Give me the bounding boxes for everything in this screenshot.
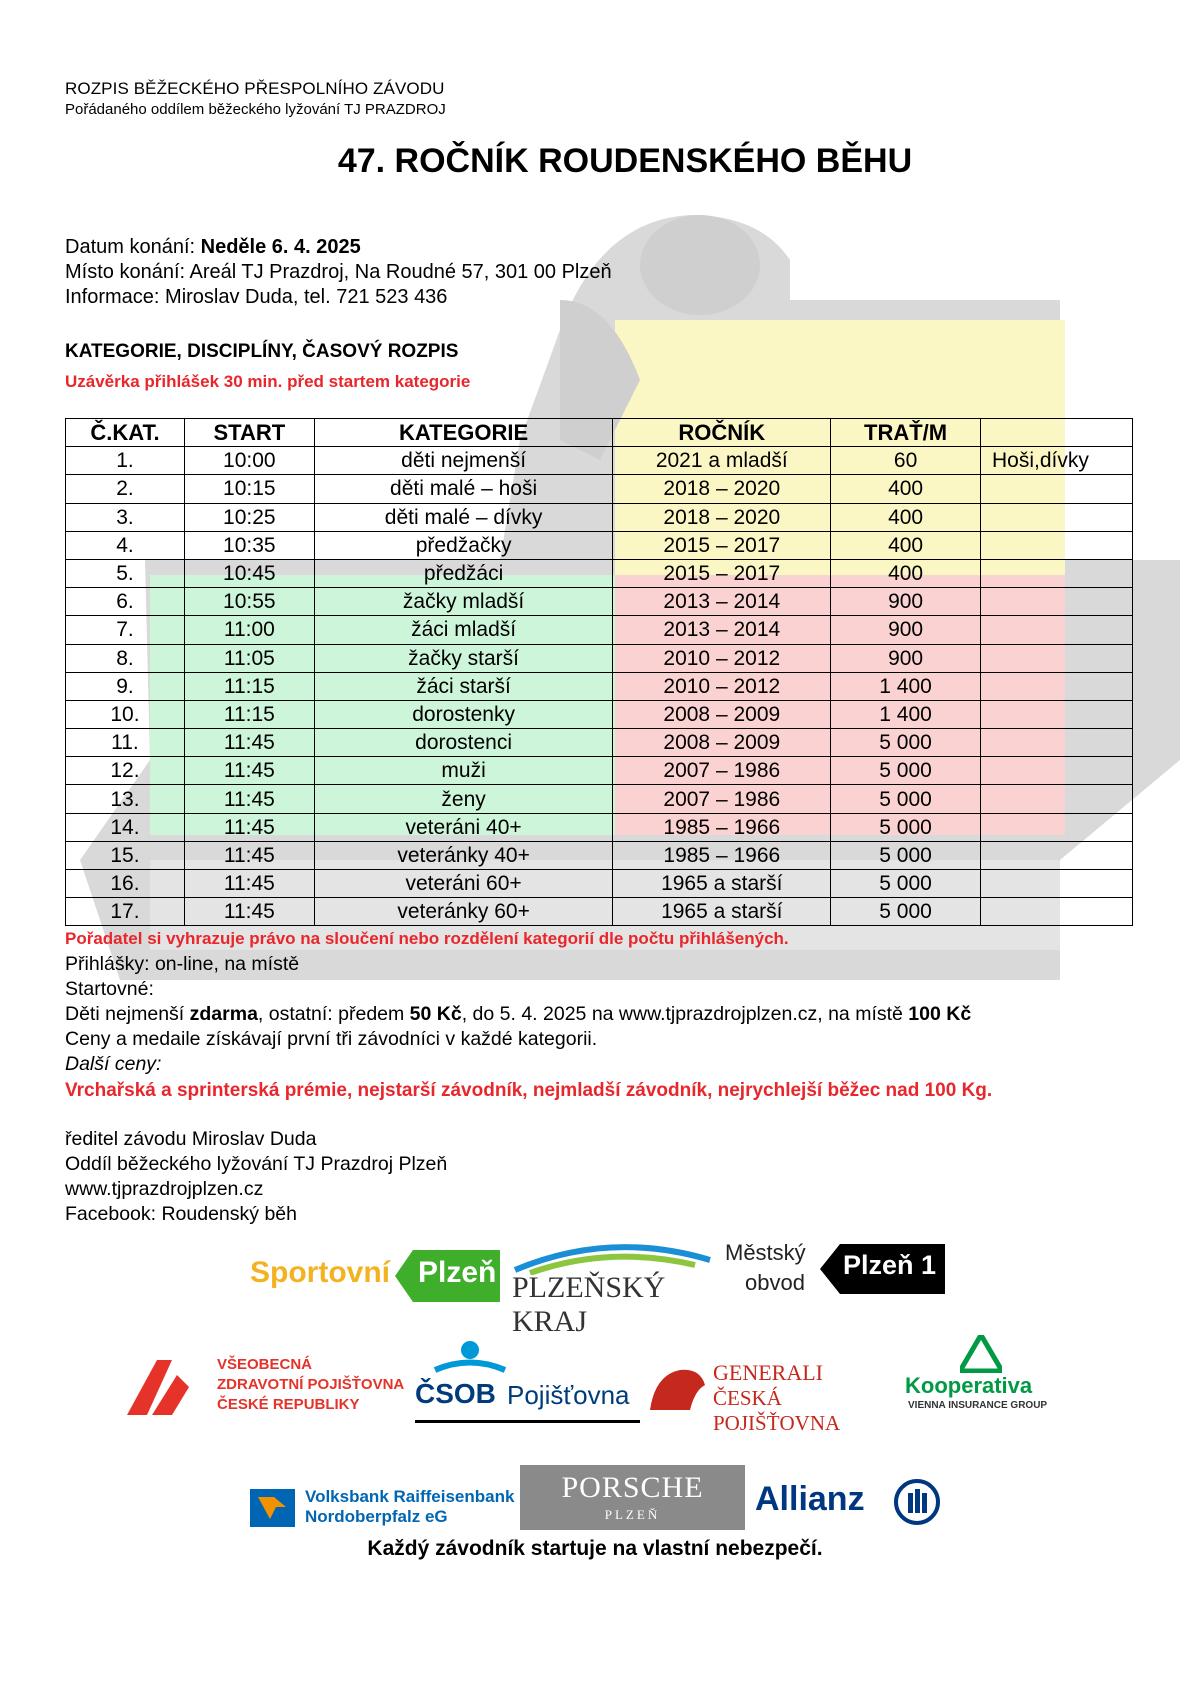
generali-line1: GENERALI [713,1360,823,1385]
cell-category: žačky starší [314,644,613,672]
cell-number: 2. [66,475,185,503]
document-header-line2: Pořádaného oddílem běžeckého lyžování TJ PRAZDROJ [65,101,446,118]
cell-category: dorostenky [314,700,613,728]
date-value: Neděle 6. 4. 2025 [200,236,361,258]
vzp-line3: ČESKÉ REPUBLIKY [217,1396,360,1413]
cell-distance: 1 400 [831,672,981,700]
vzp-line2: ZDRAVOTNÍ POJIŠŤOVNA [217,1376,405,1393]
fee-part3: , do 5. 4. 2025 na www.tjprazdrojplzen.cz, na místě [461,1003,909,1025]
cell-distance: 5 000 [831,898,981,926]
table-row [66,870,1133,898]
organizer-warning: Pořadatel si vyhrazuje právo na sloučení nebo rozdělení kategorií dle počtu přihlášených. [65,929,789,948]
cell-number: 4. [66,531,185,559]
col-header-category: KATEGORIE [314,419,613,447]
cell-category: muži [314,757,613,785]
schedule-table [65,418,1133,926]
cell-number: 17. [66,898,185,926]
cell-start: 11:45 [184,757,314,785]
cell-distance: 400 [831,559,981,587]
cell-note [981,785,1133,813]
page-title: 47. ROČNÍK ROUDENSKÉHO BĚHU [337,142,913,180]
table-row [66,475,1133,503]
col-header-start: START [184,419,314,447]
other-prizes-label: Další ceny: [65,1053,162,1075]
cell-year: 1985 – 1966 [613,841,831,869]
cell-distance: 400 [831,503,981,531]
cell-distance: 5 000 [831,813,981,841]
cell-category: ženy [314,785,613,813]
cell-number: 15. [66,841,185,869]
cell-distance: 5 000 [831,785,981,813]
disclaimer-footer: Každý závodník startuje na vlastní nebezpečí. [367,1537,823,1560]
web-line: www.tjprazdrojplzen.cz [65,1178,264,1200]
volksbank-logo [250,1485,520,1530]
cell-distance: 900 [831,616,981,644]
fee-onsite: 100 Kč [908,1003,972,1025]
cell-category: předžačky [314,531,613,559]
cell-year: 2007 – 1986 [613,785,831,813]
volksbank-emblem-icon [250,1489,295,1527]
cell-note [981,841,1133,869]
other-prizes: Vrchařská a sprinterská prémie, nejstarší závodník, nejmladší závodník, nejrychlejší běžec nad 100 Kg. [65,1080,993,1101]
cell-start: 10:15 [184,475,314,503]
place-line: Místo konání: Areál TJ Prazdroj, Na Roudné 57, 301 00 Plzeň [65,261,612,283]
cell-number: 5. [66,559,185,587]
fee-free: zdarma [189,1003,258,1025]
cell-number: 16. [66,870,185,898]
allianz-text: Allianz [755,1480,865,1518]
section-title: KATEGORIE, DISCIPLÍNY, ČASOVÝ ROZPIS [65,341,459,362]
vzp-emblem-icon [127,1355,197,1415]
cell-category: veteránky 60+ [314,898,613,926]
table-row [66,559,1133,587]
cell-number: 8. [66,644,185,672]
col-header-distance: TRAŤ/M [831,419,981,447]
table-row [66,503,1133,531]
mestsky-obvod-logo [725,1240,945,1305]
csob-pojistovna-logo [415,1340,640,1425]
col-header-year: ROČNÍK [613,419,831,447]
deadline-note: Uzávěrka přihlášek 30 min. před startem kategorie [65,372,471,391]
table-row [66,813,1133,841]
cell-category: předžáci [314,559,613,587]
csob-text: ČSOB [415,1378,496,1409]
cell-category: žáci mladší [314,616,613,644]
medals-line: Ceny a medaile získávají první tři závodníci v každé kategorii. [65,1028,598,1050]
vzp-line1: VŠEOBECNÁ [217,1356,313,1373]
cell-number: 6. [66,588,185,616]
cell-number: 13. [66,785,185,813]
csob-underline [415,1420,640,1423]
cell-start: 10:35 [184,531,314,559]
cell-category: žačky mladší [314,588,613,616]
cell-distance: 5 000 [831,729,981,757]
cell-year: 2010 – 2012 [613,644,831,672]
cell-year: 2021 a mladší [613,447,831,475]
allianz-emblem-icon [893,1478,941,1526]
cell-note [981,616,1133,644]
cell-note [981,813,1133,841]
obvod-text-b: obvod [745,1270,805,1295]
cell-number: 3. [66,503,185,531]
cell-start: 10:55 [184,588,314,616]
generali-line2: ČESKÁ POJIŠŤOVNA [713,1386,841,1435]
volksbank-line1: Volksbank Raiffeisenbank [305,1487,515,1506]
cell-start: 11:45 [184,841,314,869]
cell-distance: 1 400 [831,700,981,728]
table-row [66,757,1133,785]
contact-line: Informace: Miroslav Duda, tel. 721 523 436 [65,286,448,308]
cell-year: 2015 – 2017 [613,531,831,559]
cell-distance: 900 [831,644,981,672]
cell-start: 10:25 [184,503,314,531]
table-row [66,644,1133,672]
porsche-plzen-logo [520,1465,745,1530]
table-row [66,729,1133,757]
csob-pojistovna-text: Pojišťovna [507,1380,630,1410]
date-line [65,236,361,259]
table-row [66,672,1133,700]
kraj-text: PLZEŇSKÝ KRAJ [512,1271,666,1338]
table-row [66,785,1133,813]
cell-note [981,898,1133,926]
cell-number: 1. [66,447,185,475]
vzp-logo [127,1355,412,1415]
col-header-note [981,419,1133,447]
cell-distance: 900 [831,588,981,616]
cell-category: veteránky 40+ [314,841,613,869]
cell-number: 7. [66,616,185,644]
cell-distance: 5 000 [831,841,981,869]
cell-distance: 400 [831,531,981,559]
cell-year: 2008 – 2009 [613,729,831,757]
cell-number: 9. [66,672,185,700]
cell-category: veteráni 40+ [314,813,613,841]
cell-note [981,644,1133,672]
cell-start: 11:45 [184,813,314,841]
cell-note [981,531,1133,559]
fee-line [65,1003,971,1026]
cell-start: 11:15 [184,672,314,700]
cell-start: 11:45 [184,870,314,898]
generali-logo [645,1360,895,1435]
porsche-text: PORSCHE [561,1471,704,1504]
obvod-text-c: Plzeň 1 [843,1250,937,1280]
cell-start: 11:45 [184,898,314,926]
sportovni-text: Sportovní [250,1256,390,1289]
cell-note [981,700,1133,728]
fee-part2: , ostatní: předem [257,1003,410,1025]
cell-year: 2013 – 2014 [613,616,831,644]
cell-distance: 5 000 [831,870,981,898]
cell-year: 2008 – 2009 [613,700,831,728]
cell-year: 2018 – 2020 [613,475,831,503]
cell-note [981,870,1133,898]
table-row [66,841,1133,869]
table-row [66,616,1133,644]
cell-start: 11:45 [184,729,314,757]
volksbank-line2: Nordoberpfalz eG [305,1507,448,1526]
cell-year: 2007 – 1986 [613,757,831,785]
cell-start: 11:05 [184,644,314,672]
fee-part1: Děti nejmenší [65,1003,190,1025]
sportovni-plzen-text: Plzeň [418,1256,497,1289]
table-header-row [66,419,1133,447]
cell-note [981,503,1133,531]
cell-year: 2015 – 2017 [613,559,831,587]
schedule-body [66,447,1133,926]
table-row [66,700,1133,728]
cell-number: 11. [66,729,185,757]
cell-category: děti malé – dívky [314,503,613,531]
kraj-arc-icon [510,1235,715,1275]
plzensky-kraj-logo [510,1235,715,1338]
club-line: Oddíl běžeckého lyžování TJ Prazdroj Plzeň [65,1153,448,1175]
porsche-plzen-text: PLZEŇ [604,1507,661,1522]
date-label: Datum konání: [65,236,201,258]
cell-category: děti malé – hoši [314,475,613,503]
cell-year: 2013 – 2014 [613,588,831,616]
kooperativa-logo [905,1335,1055,1420]
kooperativa-text: Kooperativa [905,1373,1033,1398]
col-header-number: Č.KAT. [66,419,185,447]
fee-advance: 50 Kč [409,1003,462,1025]
cell-number: 12. [66,757,185,785]
table-row [66,447,1133,475]
document-header-line1: ROZPIS BĚŽECKÉHO PŘESPOLNÍHO ZÁVODU [65,79,445,98]
cell-year: 1965 a starší [613,870,831,898]
cell-start: 11:45 [184,785,314,813]
cell-category: žáci starší [314,672,613,700]
cell-category: dorostenci [314,729,613,757]
cell-year: 1985 – 1966 [613,813,831,841]
table-row [66,588,1133,616]
cell-note [981,672,1133,700]
fee-label: Startovné: [65,978,154,1000]
cell-number: 10. [66,700,185,728]
cell-distance: 5 000 [831,757,981,785]
cell-year: 2018 – 2020 [613,503,831,531]
csob-wave-icon [430,1340,510,1375]
cell-year: 1965 a starší [613,898,831,926]
sportovni-plzen-logo [250,1250,500,1302]
director-line: ředitel závodu Miroslav Duda [65,1128,317,1150]
table-row [66,531,1133,559]
cell-note: Hoši,dívky [981,447,1133,475]
kooperativa-sub: VIENNA INSURANCE GROUP [908,1400,1048,1411]
generali-lion-icon [645,1360,710,1415]
kooperativa-triangle-icon [960,1335,1002,1373]
cell-note [981,729,1133,757]
cell-distance: 400 [831,475,981,503]
obvod-text-a: Městský [725,1240,806,1265]
cell-distance: 60 [831,447,981,475]
cell-start: 10:45 [184,559,314,587]
allianz-logo [755,1478,945,1533]
cell-note [981,588,1133,616]
cell-category: děti nejmenší [314,447,613,475]
cell-year: 2010 – 2012 [613,672,831,700]
cell-start: 11:00 [184,616,314,644]
registration-line: Přihlášky: on-line, na místě [65,953,300,975]
cell-note [981,559,1133,587]
table-row [66,898,1133,926]
cell-note [981,475,1133,503]
cell-start: 10:00 [184,447,314,475]
facebook-line: Facebook: Roudenský běh [65,1203,297,1225]
cell-number: 14. [66,813,185,841]
cell-start: 11:15 [184,700,314,728]
cell-category: veteráni 60+ [314,870,613,898]
cell-note [981,757,1133,785]
